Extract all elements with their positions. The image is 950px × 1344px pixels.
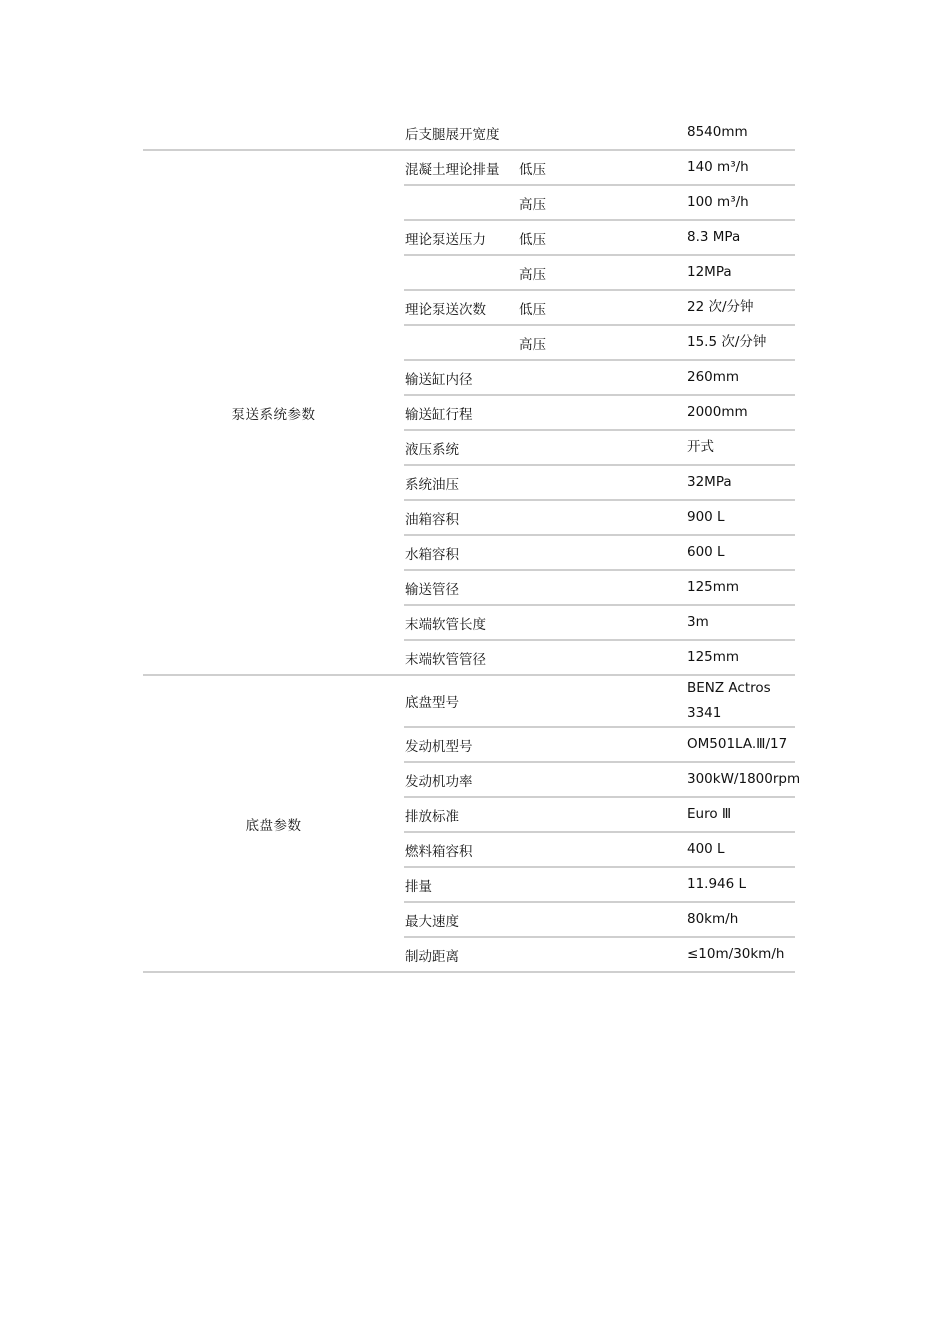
param-name: 系统油压 bbox=[404, 465, 519, 500]
param-value: 100 m³/h bbox=[687, 194, 749, 210]
param-name: 后支腿展开宽度 bbox=[404, 116, 519, 150]
param-sub: 低压 bbox=[519, 150, 687, 185]
param-value-cell bbox=[687, 535, 795, 570]
param-value: 400 L bbox=[687, 841, 725, 857]
param-value-cell bbox=[687, 185, 795, 220]
param-value: 125mm bbox=[687, 649, 740, 665]
param-value-cell bbox=[687, 395, 795, 430]
param-name: 输送管径 bbox=[404, 570, 519, 605]
param-value: 22 次/分钟 bbox=[687, 299, 754, 315]
param-value-cell bbox=[687, 500, 795, 535]
param-value: 900 L bbox=[687, 509, 725, 525]
param-sub: 高压 bbox=[519, 325, 687, 360]
param-name: 燃料箱容积 bbox=[404, 832, 519, 867]
param-name: 理论泵送次数 bbox=[404, 290, 519, 325]
param-name: 液压系统 bbox=[404, 430, 519, 465]
param-value-cell bbox=[687, 640, 795, 675]
param-name bbox=[404, 185, 519, 220]
param-value-cell bbox=[687, 867, 795, 902]
param-name: 水箱容积 bbox=[404, 535, 519, 570]
param-name: 最大速度 bbox=[404, 902, 519, 937]
param-value-cell bbox=[687, 902, 795, 937]
param-sub bbox=[519, 675, 687, 727]
param-name: 发动机功率 bbox=[404, 762, 519, 797]
param-sub bbox=[519, 640, 687, 675]
param-value: 260mm bbox=[687, 369, 740, 385]
param-value-cell bbox=[687, 220, 795, 255]
param-sub: 高压 bbox=[519, 255, 687, 290]
param-value: 140 m³/h bbox=[687, 159, 749, 175]
param-value: ≤10m/30km/h bbox=[687, 946, 785, 962]
param-value: 300kW/1800rpm bbox=[687, 771, 801, 787]
param-value: 8.3 MPa bbox=[687, 229, 741, 245]
param-name: 理论泵送压力 bbox=[404, 220, 519, 255]
param-sub bbox=[519, 116, 687, 150]
param-sub bbox=[519, 430, 687, 465]
param-sub bbox=[519, 727, 687, 762]
group-cell-empty bbox=[143, 116, 404, 150]
spec-table bbox=[143, 116, 801, 973]
param-name: 发动机型号 bbox=[404, 727, 519, 762]
param-value: OM501LA.Ⅲ/17 bbox=[687, 736, 788, 752]
param-sub bbox=[519, 832, 687, 867]
param-value-cell bbox=[687, 675, 795, 727]
param-name: 输送缸行程 bbox=[404, 395, 519, 430]
param-sub bbox=[519, 867, 687, 902]
param-sub bbox=[519, 937, 687, 972]
param-value-cell bbox=[687, 937, 795, 972]
param-name: 油箱容积 bbox=[404, 500, 519, 535]
param-sub bbox=[519, 465, 687, 500]
param-value-cell bbox=[687, 727, 795, 762]
param-sub bbox=[519, 395, 687, 430]
param-value: 600 L bbox=[687, 544, 725, 560]
param-value: 8540mm bbox=[687, 116, 795, 150]
param-name: 排放标准 bbox=[404, 797, 519, 832]
table-row bbox=[143, 675, 795, 727]
param-value: 15.5 次/分钟 bbox=[687, 334, 767, 350]
param-name: 制动距离 bbox=[404, 937, 519, 972]
param-sub bbox=[519, 360, 687, 395]
param-value-cell bbox=[687, 465, 795, 500]
param-value-cell bbox=[687, 605, 795, 640]
table-row bbox=[143, 150, 795, 185]
param-value: 开式 bbox=[687, 439, 714, 455]
param-name: 输送缸内径 bbox=[404, 360, 519, 395]
param-name: 混凝土理论排量 bbox=[404, 150, 519, 185]
param-value-cell bbox=[687, 832, 795, 867]
param-value: 2000mm bbox=[687, 404, 748, 420]
param-value: 12MPa bbox=[687, 264, 732, 280]
param-value-cell bbox=[687, 570, 795, 605]
param-value: BENZ Actros 3341 bbox=[687, 680, 771, 721]
param-name bbox=[404, 255, 519, 290]
spec-table-body bbox=[143, 116, 801, 972]
param-name: 末端软管长度 bbox=[404, 605, 519, 640]
param-value-cell bbox=[687, 255, 795, 290]
param-sub bbox=[519, 762, 687, 797]
param-sub bbox=[519, 605, 687, 640]
param-value: 80km/h bbox=[687, 911, 739, 927]
param-sub bbox=[519, 902, 687, 937]
chassis-group-label-cell bbox=[143, 675, 404, 972]
param-value: Euro Ⅲ bbox=[687, 806, 732, 822]
param-name bbox=[404, 325, 519, 360]
param-value: 125mm bbox=[687, 579, 740, 595]
param-sub bbox=[519, 570, 687, 605]
table-row bbox=[143, 116, 795, 150]
param-name: 排量 bbox=[404, 867, 519, 902]
param-sub: 低压 bbox=[519, 220, 687, 255]
pump-group-label: 泵送系统参数 bbox=[231, 406, 316, 423]
param-name: 底盘型号 bbox=[404, 675, 519, 727]
param-value-cell bbox=[687, 150, 795, 185]
param-value-cell bbox=[687, 797, 795, 832]
param-sub bbox=[519, 797, 687, 832]
param-value-cell bbox=[687, 762, 801, 797]
param-sub bbox=[519, 535, 687, 570]
param-value: 3m bbox=[687, 614, 709, 630]
pump-group-label-cell bbox=[143, 150, 404, 675]
param-value: 32MPa bbox=[687, 474, 732, 490]
param-value: 11.946 L bbox=[687, 876, 747, 892]
param-value-cell bbox=[687, 360, 795, 395]
param-sub: 高压 bbox=[519, 185, 687, 220]
param-sub: 低压 bbox=[519, 290, 687, 325]
param-value-cell bbox=[687, 290, 795, 325]
param-name: 末端软管管径 bbox=[404, 640, 519, 675]
param-value-cell bbox=[687, 430, 795, 465]
param-sub bbox=[519, 500, 687, 535]
chassis-group-label: 底盘参数 bbox=[245, 817, 302, 834]
param-value-cell bbox=[687, 325, 795, 360]
